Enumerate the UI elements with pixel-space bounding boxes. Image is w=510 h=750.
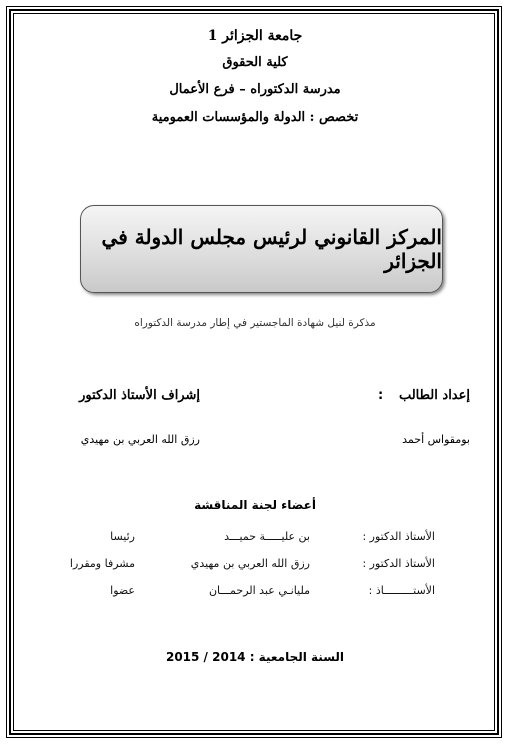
committee-member-title: الأستاذ الدكتور : <box>362 530 435 543</box>
specialty: تخصص : الدولة والمؤسسات العمومية <box>151 110 359 125</box>
thesis-subtitle: مذكرة لنيل شهادة الماجستير في إطار مدرسة الدكتوراه <box>134 317 376 329</box>
committee-title: أعضاء لجنة المناقشة <box>194 498 316 512</box>
student-name: بومقواس أحمد <box>402 433 470 446</box>
title-box <box>80 205 443 293</box>
supervisor-label: إشراف الأستاذ الدكتور <box>79 388 200 403</box>
doctoral-school: مدرسة الدكتوراه – فرع الأعمال <box>169 82 341 97</box>
committee-member-title: الأستاذ الدكتور : <box>362 557 435 570</box>
committee-member-name: رزق الله العربي بن مهيدي <box>190 557 310 570</box>
supervisor-name: رزق الله العربي بن مهيدي <box>80 433 200 446</box>
committee-member-role: عضوا <box>110 584 135 597</box>
committee-member-title: الأستـــــــــاذ : <box>368 584 435 597</box>
prepared-by-label: إعداد الطالب <box>398 388 470 403</box>
committee-member-name: بن عليـــــة حميـــد <box>224 530 310 543</box>
thesis-title: المركز القانوني لرئيس مجلس الدولة في الجزائر <box>101 225 442 273</box>
committee-member-role: مشرفا ومقررا <box>69 557 135 570</box>
university-name: جامعة الجزائر 1 <box>207 28 303 44</box>
faculty-name: كلية الحقوق <box>222 55 288 70</box>
prepared-by-colon: : <box>378 388 384 403</box>
committee-member-role: رئيسا <box>110 530 135 543</box>
academic-year: السنة الجامعية : 2014 / 2015 <box>165 650 345 664</box>
committee-member-name: مليانـي عبد الرحمـــان <box>208 584 310 597</box>
